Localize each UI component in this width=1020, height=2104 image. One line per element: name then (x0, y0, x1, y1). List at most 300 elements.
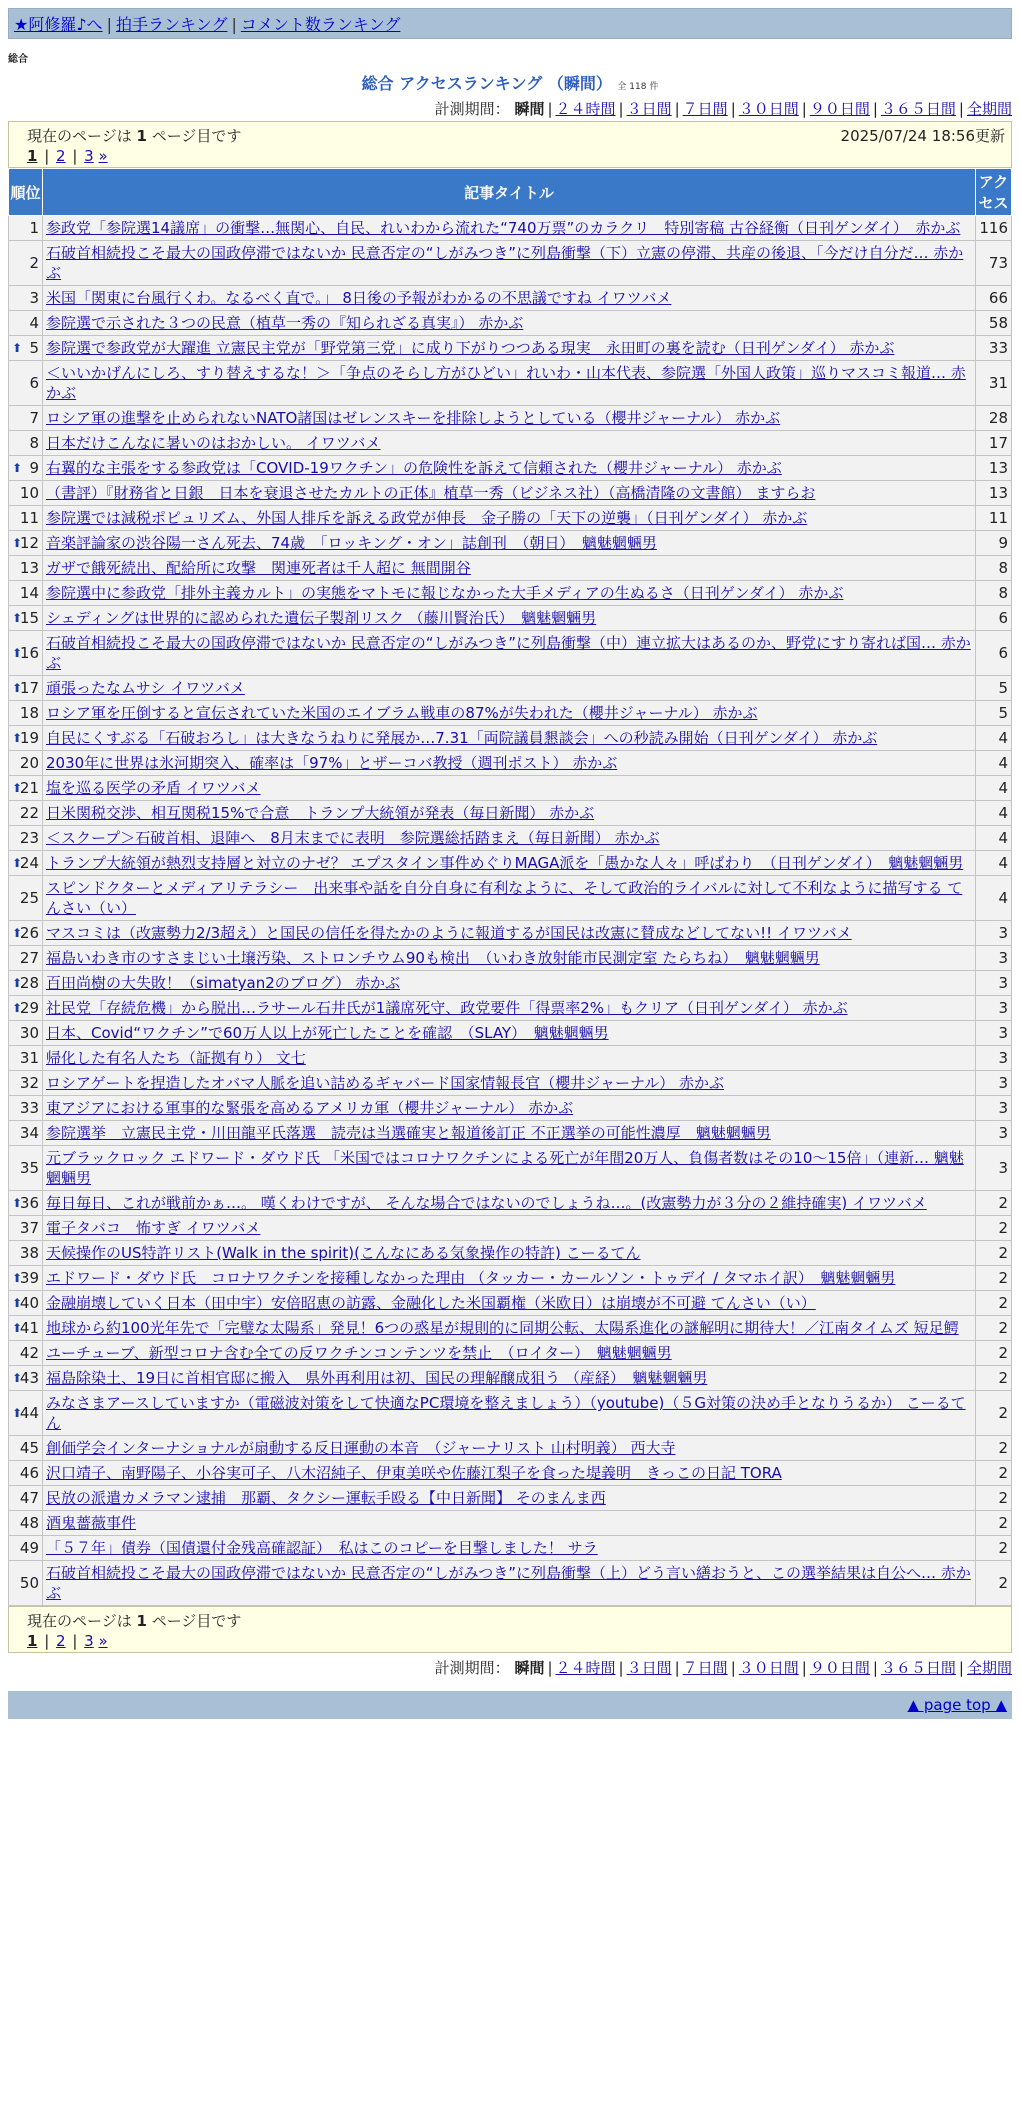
article-title-link[interactable]: みなさまアースしていますか（電磁波対策をして快適なPC環境を整えましょう）（youtube)（５G対策の決め手となりうるか） こーるてん (46, 1394, 966, 1432)
rank-number: 33 (19, 1099, 39, 1117)
table-row (9, 1436, 1012, 1461)
period-separator: | (618, 100, 624, 118)
title-cell (43, 1486, 976, 1511)
title-cell (43, 1046, 976, 1071)
article-title-link[interactable]: 「５７年」債券（国債還付金残高確認証） 私はこのコピーを目撃しました！ サラ (46, 1539, 598, 1557)
rank-cell (9, 456, 43, 481)
access-count: 3 (976, 921, 1012, 946)
rank-cell (9, 1291, 43, 1316)
up-arrow-icon: ⬆ (12, 926, 23, 940)
article-title-link[interactable]: 元ブラックロック エドワード・ダウド氏 「米国ではコロナワクチンによる死亡が年間20万人、負傷者数はその10～15倍」（連新… 魑魅魍魎男 (46, 1149, 964, 1187)
access-count: 3 (976, 946, 1012, 971)
table-row (9, 336, 1012, 361)
rank-cell (9, 1021, 43, 1046)
article-title-link[interactable]: 石破首相続投こそ最大の国政停滞ではないか 民意否定の“しがみつき”に列島衝撃（中）連立拡大はあるのか、野党にすり寄れば国… 赤かぶ (46, 634, 971, 672)
rank-number: 37 (19, 1219, 39, 1237)
access-count: 3 (976, 1046, 1012, 1071)
period-label: 計測期間： (434, 100, 510, 118)
period-separator: | (674, 100, 680, 118)
access-count: 2 (976, 1461, 1012, 1486)
rank-number: 45 (19, 1439, 39, 1457)
rank-cell (9, 946, 43, 971)
access-count: 11 (976, 506, 1012, 531)
article-title-link[interactable]: 日米関税交渉、相互関税15%で合意 トランプ大統領が発表（毎日新聞） 赤かぶ (46, 804, 595, 822)
period-link[interactable]: ３６５日間 (880, 100, 956, 118)
period-separator: | (674, 1659, 680, 1677)
access-count: 2 (976, 1316, 1012, 1341)
access-count: 2 (976, 1436, 1012, 1461)
title-cell (43, 676, 976, 701)
rank-cell (9, 581, 43, 606)
access-count: 2 (976, 1341, 1012, 1366)
access-count: 3 (976, 1071, 1012, 1096)
rank-number: 50 (19, 1574, 39, 1592)
article-title-link[interactable]: ユーチューブ、新型コロナ含む全ての反ワクチンコンテンツを禁止 （ロイター） 魑魅魍魎男 (46, 1344, 672, 1362)
pager-page-link[interactable]: 2 (56, 1632, 66, 1650)
article-title-link[interactable]: 参院選で参政党が大躍進 立憲民主党が「野党第三党」に成り下がりつつある現実 永田町の裏を読む（日刊ゲンダイ） 赤かぶ (46, 339, 895, 357)
table-row (9, 726, 1012, 751)
title-cell (43, 826, 976, 851)
table-row (9, 431, 1012, 456)
access-count: 3 (976, 1146, 1012, 1191)
article-title-link[interactable]: 参政党「参院選14議席」の衝撃…無関心、自民、れいわから流れた“740万票”のカラクリ 特別寄稿 古谷経衡（日刊ゲンダイ） 赤かぶ (46, 219, 961, 237)
access-count: 31 (976, 361, 1012, 406)
access-count: 116 (976, 216, 1012, 241)
pager-current: 1 (27, 147, 38, 165)
title-cell (43, 1021, 976, 1046)
rank-number: 16 (19, 644, 39, 662)
rank-cell (9, 1436, 43, 1461)
rank-cell (9, 1046, 43, 1071)
access-count: 28 (976, 406, 1012, 431)
article-title-link[interactable]: 石破首相続投こそ最大の国政停滞ではないか 民意否定の“しがみつき”に列島衝撃（下）立憲の停滞、共産の後退、「今だけ自分だ… 赤かぶ (46, 244, 964, 282)
title-cell (43, 1146, 976, 1191)
rank-cell (9, 216, 43, 241)
page-status-text: 現在のページは 1 ページ目です (27, 127, 242, 145)
pager-separator: | (39, 1632, 55, 1650)
rank-number: 36 (19, 1194, 39, 1212)
article-title-link[interactable]: 日本、Covid“ワクチン”で60万人以上が死亡したことを確認 （SLAY） 魑魅魍魎男 (46, 1024, 609, 1042)
nav-separator: | (106, 15, 112, 34)
period-link[interactable]: 全期間 (966, 100, 1012, 118)
access-count: 8 (976, 581, 1012, 606)
ranking-heading (8, 71, 1012, 94)
top-nav (8, 8, 1012, 39)
title-cell (43, 1341, 976, 1366)
table-row (9, 1391, 1012, 1436)
article-title-link[interactable]: スピンドクターとメディアリテラシー 出来事や話を自分自身に有利なように、そして政治的ライバルに対して不利なように描写する てんさい（い） (46, 879, 963, 917)
rank-number: 19 (19, 729, 39, 747)
title-cell (43, 801, 976, 826)
period-separator: | (958, 1659, 964, 1677)
rank-number: 12 (19, 534, 39, 552)
access-count: 2 (976, 1366, 1012, 1391)
article-title-link[interactable]: 百田尚樹の大失敗！（simatyan2のブログ） 赤かぶ (46, 974, 401, 992)
title-cell (43, 876, 976, 921)
rank-number: 48 (19, 1514, 39, 1532)
rank-cell (9, 996, 43, 1021)
table-row (9, 286, 1012, 311)
rank-cell (9, 876, 43, 921)
access-count: 3 (976, 971, 1012, 996)
table-row (9, 971, 1012, 996)
article-title-link[interactable]: 地球から約100光年先で「完璧な太陽系」発見！6つの惑星が規則的に同期公転、太陽系進化の謎解明に期待大！／江南タイムズ 短足鰐 (46, 1319, 959, 1337)
rank-number: 10 (19, 484, 39, 502)
access-count: 4 (976, 726, 1012, 751)
article-title-link[interactable]: ロシア軍を圧倒すると宣伝されていた米国のエイブラム戦車の87%が失われた（櫻井ジャーナル） 赤かぶ (46, 704, 758, 722)
rank-number: 42 (19, 1344, 39, 1362)
title-cell (43, 1561, 976, 1606)
rank-cell (9, 971, 43, 996)
title-cell (43, 361, 976, 406)
access-count: 4 (976, 876, 1012, 921)
table-row (9, 1146, 1012, 1191)
rank-number: 17 (19, 679, 39, 697)
title-cell (43, 751, 976, 776)
article-title-link[interactable]: 沢口靖子、南野陽子、小谷実可子、八木沼純子、伊東美咲や佐藤江梨子を食った堤義明 きっこの日記 TORA (46, 1464, 782, 1482)
table-row (9, 531, 1012, 556)
rank-number: 39 (19, 1269, 39, 1287)
period-link[interactable]: ３日間 (626, 1659, 672, 1677)
page-status-text: 現在のページは 1 ページ目です (27, 1612, 242, 1630)
access-count: 8 (976, 556, 1012, 581)
title-cell (43, 481, 976, 506)
article-title-link[interactable]: 石破首相続投こそ最大の国政停滞ではないか 民意否定の“しがみつき”に列島衝撃（上）どう言い繕おうと、この選挙結果は自公へ… 赤かぶ (46, 1564, 971, 1602)
title-cell (43, 1241, 976, 1266)
rank-cell (9, 1071, 43, 1096)
article-title-link[interactable]: 米国「関東に台風行くわ。なるべく直で。」 8日後の予報がわかるの不思議ですね イワツバメ (46, 289, 672, 307)
article-title-link[interactable]: 右翼的な主張をする参政党は「COVID-19ワクチン」の危険性を訴えて信頼された（櫻井ジャーナル） 赤かぶ (46, 459, 782, 477)
pager-current: 1 (27, 1632, 38, 1650)
nav-comment-ranking-link[interactable]: コメント数ランキング (240, 15, 401, 34)
table-row (9, 851, 1012, 876)
article-title-link[interactable]: 創価学会インターナショナルが扇動する反日運動の本音 （ジャーナリスト 山村明義） 西大寺 (46, 1439, 676, 1457)
rank-cell (9, 801, 43, 826)
rank-number: 40 (19, 1294, 39, 1312)
title-cell (43, 456, 976, 481)
article-title-link[interactable]: 自民にくすぶる「石破おろし」は大きなうねりに発展か…7.31「両院議員懇談会」への秒読み開始（日刊ゲンダイ） 赤かぶ (46, 729, 878, 747)
article-title-link[interactable]: 参院選では減税ポピュリズム、外国人排斥を訴える政党が伸長 金子勝の「天下の逆襲」（日刊ゲンダイ） 赤かぶ (46, 509, 808, 527)
table-row (9, 946, 1012, 971)
rank-cell (9, 406, 43, 431)
period-separator: | (958, 100, 964, 118)
article-title-link[interactable]: マスコミは（改憲勢力2/3超え）と国民の信任を得たかのように報道するが国民は改憲に賛成などしてない!! イワツバメ (46, 924, 852, 942)
access-count: 4 (976, 751, 1012, 776)
title-cell (43, 701, 976, 726)
access-count: 3 (976, 1121, 1012, 1146)
article-title-link[interactable]: ＜いいかげんにしろ、すり替えするな！＞「争点のそらし方がひどい」れいわ・山本代表、参院選「外国人政策」巡りマスコミ報道… 赤かぶ (46, 364, 966, 402)
article-title-link[interactable]: 参院選中に参政党「排外主義カルト」の実態をマトモに報じなかった大手メディアの生ぬるさ（日刊ゲンダイ） 赤かぶ (46, 584, 844, 602)
rank-number: 38 (19, 1244, 39, 1262)
table-row (9, 481, 1012, 506)
up-arrow-icon: ⬆ (12, 646, 23, 660)
table-row (9, 876, 1012, 921)
article-title-link[interactable]: 塩を巡る医学の矛盾 イワツバメ (46, 779, 261, 797)
up-arrow-icon: ⬆ (12, 1406, 23, 1420)
title-cell (43, 216, 976, 241)
rank-cell (9, 1341, 43, 1366)
rank-number: 49 (19, 1539, 39, 1557)
title-cell (43, 406, 976, 431)
period-link[interactable]: ３０日間 (738, 1659, 799, 1677)
rank-cell (9, 851, 43, 876)
up-arrow-icon: ⬆ (12, 976, 23, 990)
period-separator: | (547, 100, 553, 118)
article-title-link[interactable]: 金融崩壊していく日本（田中宇）安倍昭恵の訪露、金融化した米国覇権（米欧日）は崩壊が不可避 てんさい（い） (46, 1294, 816, 1312)
pager-separator: | (67, 147, 83, 165)
rank-cell (9, 1216, 43, 1241)
rank-cell (9, 361, 43, 406)
nav-home-link[interactable]: ★阿修羅♪へ (14, 15, 103, 34)
article-title-link[interactable]: 東アジアにおける軍事的な緊張を高めるアメリカ軍（櫻井ジャーナル） 赤かぶ (46, 1099, 574, 1117)
period-link[interactable]: ３６５日間 (880, 1659, 956, 1677)
up-arrow-icon: ⬆ (12, 1196, 23, 1210)
rank-cell (9, 631, 43, 676)
rank-number: 43 (19, 1369, 39, 1387)
access-count: 4 (976, 801, 1012, 826)
table-row (9, 1096, 1012, 1121)
access-count: 66 (976, 286, 1012, 311)
rank-cell (9, 1146, 43, 1191)
pager-page-link[interactable]: 2 (56, 147, 66, 165)
article-title-link[interactable]: 日本だけこんなに暑いのはおかしい。 イワツバメ (46, 434, 381, 452)
rank-number: 1 (29, 219, 39, 237)
pager-next-link[interactable]: » (98, 147, 108, 165)
pager-next-link[interactable]: » (98, 1632, 108, 1650)
title-cell (43, 1536, 976, 1561)
period-separator: | (872, 1659, 878, 1677)
rank-number: 22 (19, 804, 39, 822)
rank-number: 44 (19, 1404, 39, 1422)
up-arrow-icon: ⬆ (12, 536, 23, 550)
rank-number: 11 (19, 509, 39, 527)
table-row (9, 311, 1012, 336)
table-row (9, 1191, 1012, 1216)
article-title-link[interactable]: 社民党「存続危機」から脱出…ラサール石井氏が1議席死守、政党要件「得票率2%」もクリア（日刊ゲンダイ） 赤かぶ (46, 999, 848, 1017)
article-title-link[interactable]: 参院選挙 立憲民主党・川田龍平氏落選 読売は当選確実と報道後訂正 不正選挙の可能性濃厚 魑魅魍魎男 (46, 1124, 771, 1142)
up-arrow-icon: ⬆ (12, 1001, 23, 1015)
period-link[interactable]: 全期間 (966, 1659, 1012, 1677)
rank-number: 23 (19, 829, 39, 847)
article-title-link[interactable]: 福島除染土、19日に首相官邸に搬入 県外再利用は初、国民の理解醸成狙う （産経） 魑魅魍魎男 (46, 1369, 708, 1387)
article-title-link[interactable]: ロシア軍の進撃を止められないNATO諸国はゼレンスキーを排除しようとしている（櫻井ジャーナル） 赤かぶ (46, 409, 781, 427)
period-link[interactable]: ７日間 (682, 1659, 728, 1677)
article-title-link[interactable]: 帰化した有名人たち（証拠有り） 文七 (46, 1049, 306, 1067)
pager-page-link[interactable]: 3 (84, 1632, 94, 1650)
rank-number: 24 (19, 854, 39, 872)
title-cell (43, 1071, 976, 1096)
table-row (9, 826, 1012, 851)
table-row (9, 1266, 1012, 1291)
rank-cell (9, 921, 43, 946)
period-selector (8, 98, 1012, 119)
table-row (9, 801, 1012, 826)
article-title-link[interactable]: 福島いわき市のすさまじい土壌汚染、ストロンチウム90も検出 （いわき放射能市民測定室 たらちね） 魑魅魍魎男 (46, 949, 820, 967)
period-separator: | (801, 1659, 807, 1677)
title-cell (43, 776, 976, 801)
period-link[interactable]: ９０日間 (809, 1659, 870, 1677)
rank-number: 28 (19, 974, 39, 992)
table-row (9, 776, 1012, 801)
table-row (9, 241, 1012, 286)
period-link[interactable]: ３０日間 (738, 100, 799, 118)
period-link[interactable]: ７日間 (682, 100, 728, 118)
rank-number: 25 (19, 889, 39, 907)
rank-cell (9, 1486, 43, 1511)
access-count: 4 (976, 826, 1012, 851)
period-selector (8, 1657, 1012, 1678)
table-row (9, 1241, 1012, 1266)
period-link[interactable]: ９０日間 (809, 100, 870, 118)
rank-cell (9, 1191, 43, 1216)
rank-number: 29 (19, 999, 39, 1017)
title-cell (43, 1511, 976, 1536)
title-cell (43, 1266, 976, 1291)
rank-cell (9, 701, 43, 726)
rank-cell (9, 286, 43, 311)
page-top-link[interactable]: ▲ page top ▲ (907, 1696, 1007, 1714)
title-cell (43, 1436, 976, 1461)
table-row (9, 1366, 1012, 1391)
table-row (9, 1121, 1012, 1146)
up-arrow-icon: ⬆ (12, 1321, 23, 1335)
article-title-link[interactable]: ガザで餓死続出、配給所に攻撃 関連死者は千人超に 無間開谷 (46, 559, 471, 577)
title-cell (43, 286, 976, 311)
rank-cell (9, 751, 43, 776)
title-cell (43, 996, 976, 1021)
title-cell (43, 946, 976, 971)
title-cell (43, 631, 976, 676)
nav-clap-ranking-link[interactable]: 拍手ランキング (115, 15, 228, 34)
rank-number: 7 (29, 409, 39, 427)
total-count: 全 118 件 (617, 82, 659, 92)
rank-number: 35 (19, 1159, 39, 1177)
period-current: 瞬間 (514, 1659, 545, 1677)
table-row (9, 1021, 1012, 1046)
access-count: 17 (976, 431, 1012, 456)
up-arrow-icon: ⬆ (12, 856, 23, 870)
rank-number: 21 (19, 779, 39, 797)
title-cell (43, 1391, 976, 1436)
article-title-link[interactable]: 頑張ったなムサシ イワツバメ (46, 679, 245, 697)
rank-number: 31 (19, 1049, 39, 1067)
period-link[interactable]: ３日間 (626, 100, 672, 118)
pager-page-link[interactable]: 3 (84, 147, 94, 165)
table-row (9, 751, 1012, 776)
article-title-link[interactable]: 音楽評論家の渋谷陽一さん死去、74歳 「ロッキング・オン」誌創刊 （朝日） 魑魅魍魎男 (46, 534, 657, 552)
article-title-link[interactable]: エドワード・ダウド氏 コロナワクチンを接種しなかった理由 （タッカー・カールソン・トゥデイ / タマホイ訳） 魑魅魍魎男 (46, 1269, 896, 1287)
table-row (9, 921, 1012, 946)
col-access-header: アクセス (976, 169, 1012, 216)
pager-separator: | (67, 1632, 83, 1650)
access-count: 3 (976, 1096, 1012, 1121)
updated-timestamp: 2025/07/24 18:56更新 (840, 127, 1005, 145)
article-title-link[interactable]: トランプ大統領が熱烈支持層と対立のナゼ？ エプスタイン事件めぐりMAGA派を「愚かな人々」呼ばわり （日刊ゲンダイ） 魑魅魍魎男 (46, 854, 964, 872)
period-link[interactable]: ２４時間 (555, 100, 616, 118)
title-cell (43, 971, 976, 996)
article-title-link[interactable]: （書評）『財務省と日銀 日本を衰退させたカルトの正体』植草一秀（ビジネス社）（高橋清隆の文書館） ますらお (46, 484, 816, 502)
rank-number: 20 (19, 754, 39, 772)
up-arrow-icon: ⬆ (12, 681, 23, 695)
category-label: 総合 (8, 54, 28, 65)
rank-cell (9, 726, 43, 751)
table-row (9, 1341, 1012, 1366)
access-count: 2 (976, 1266, 1012, 1291)
table-row (9, 406, 1012, 431)
up-arrow-icon: ⬆ (12, 341, 23, 355)
access-count: 4 (976, 776, 1012, 801)
article-title-link[interactable]: 民放の派遣カメラマン逮捕 那覇、タクシー運転手殴る【中日新聞】 そのまんま西 (46, 1489, 606, 1507)
access-count: 13 (976, 456, 1012, 481)
access-count: 5 (976, 676, 1012, 701)
article-title-link[interactable]: ＜スクープ＞石破首相、退陣へ 8月末までに表明 参院選総括踏まえ（毎日新聞） 赤かぶ (46, 829, 660, 847)
rank-cell (9, 1121, 43, 1146)
period-current: 瞬間 (514, 100, 545, 118)
table-row (9, 506, 1012, 531)
rank-number: 3 (29, 289, 39, 307)
title-cell (43, 1191, 976, 1216)
col-rank-header: 順位 (9, 169, 43, 216)
rank-cell (9, 311, 43, 336)
table-row (9, 361, 1012, 406)
up-arrow-icon: ⬆ (12, 781, 23, 795)
article-title-link[interactable]: 2030年に世界は氷河期突入、確率は「97%」とザーコバ教授（週刊ポスト） 赤かぶ (46, 754, 618, 772)
rank-cell (9, 1316, 43, 1341)
article-title-link[interactable]: 毎日毎日、これが戦前かぁ…。 嘆くわけですが、 そんな場合ではないのでしょうね…。(改憲勢力が３分の２維持確実) イワツバメ (46, 1194, 927, 1212)
table-row (9, 1486, 1012, 1511)
period-link[interactable]: ２４時間 (555, 1659, 616, 1677)
rank-cell (9, 776, 43, 801)
rank-cell (9, 1241, 43, 1266)
rank-cell (9, 1096, 43, 1121)
rank-number: 41 (19, 1319, 39, 1337)
article-title-link[interactable]: 酒鬼薔薇事件 (46, 1514, 137, 1532)
access-count: 2 (976, 1536, 1012, 1561)
article-title-link[interactable]: シェディングは世界的に認められた遺伝子製剤リスク （藤川賢治氏） 魑魅魍魎男 (46, 609, 597, 627)
period-separator: | (547, 1659, 553, 1677)
rank-cell (9, 556, 43, 581)
article-title-link[interactable]: 天候操作のUS特許リスト(Walk in the spirit)(こんなにある気象操作の特許) こーるてん (46, 1244, 641, 1262)
table-row (9, 1461, 1012, 1486)
table-row (9, 1046, 1012, 1071)
table-row (9, 456, 1012, 481)
period-label: 計測期間： (434, 1659, 510, 1677)
access-count: 33 (976, 336, 1012, 361)
rank-number: 27 (19, 949, 39, 967)
table-row (9, 216, 1012, 241)
up-arrow-icon: ⬆ (12, 461, 23, 475)
access-count: 2 (976, 1241, 1012, 1266)
rank-number: 15 (19, 609, 39, 627)
access-count: 2 (976, 1486, 1012, 1511)
footer-bar (8, 1691, 1012, 1719)
pager (27, 1632, 1005, 1650)
nav-separator: | (231, 15, 237, 34)
title-cell (43, 431, 976, 456)
article-title-link[interactable]: ロシアゲートを捏造したオバマ人脈を追い詰めるギャバード国家情報長官（櫻井ジャーナル） 赤かぶ (46, 1074, 724, 1092)
access-count: 2 (976, 1561, 1012, 1606)
rank-number: 13 (19, 559, 39, 577)
article-title-link[interactable]: 参院選で示された３つの民意（植草一秀の『知られざる真実』） 赤かぶ (46, 314, 524, 332)
title-cell (43, 1366, 976, 1391)
rank-cell (9, 1561, 43, 1606)
rank-number: 46 (19, 1464, 39, 1482)
rank-number: 8 (29, 434, 39, 452)
page-status-box-top (8, 121, 1012, 168)
rank-cell (9, 481, 43, 506)
title-cell (43, 506, 976, 531)
article-title-link[interactable]: 電子タバコ 怖すぎ イワツバメ (46, 1219, 261, 1237)
